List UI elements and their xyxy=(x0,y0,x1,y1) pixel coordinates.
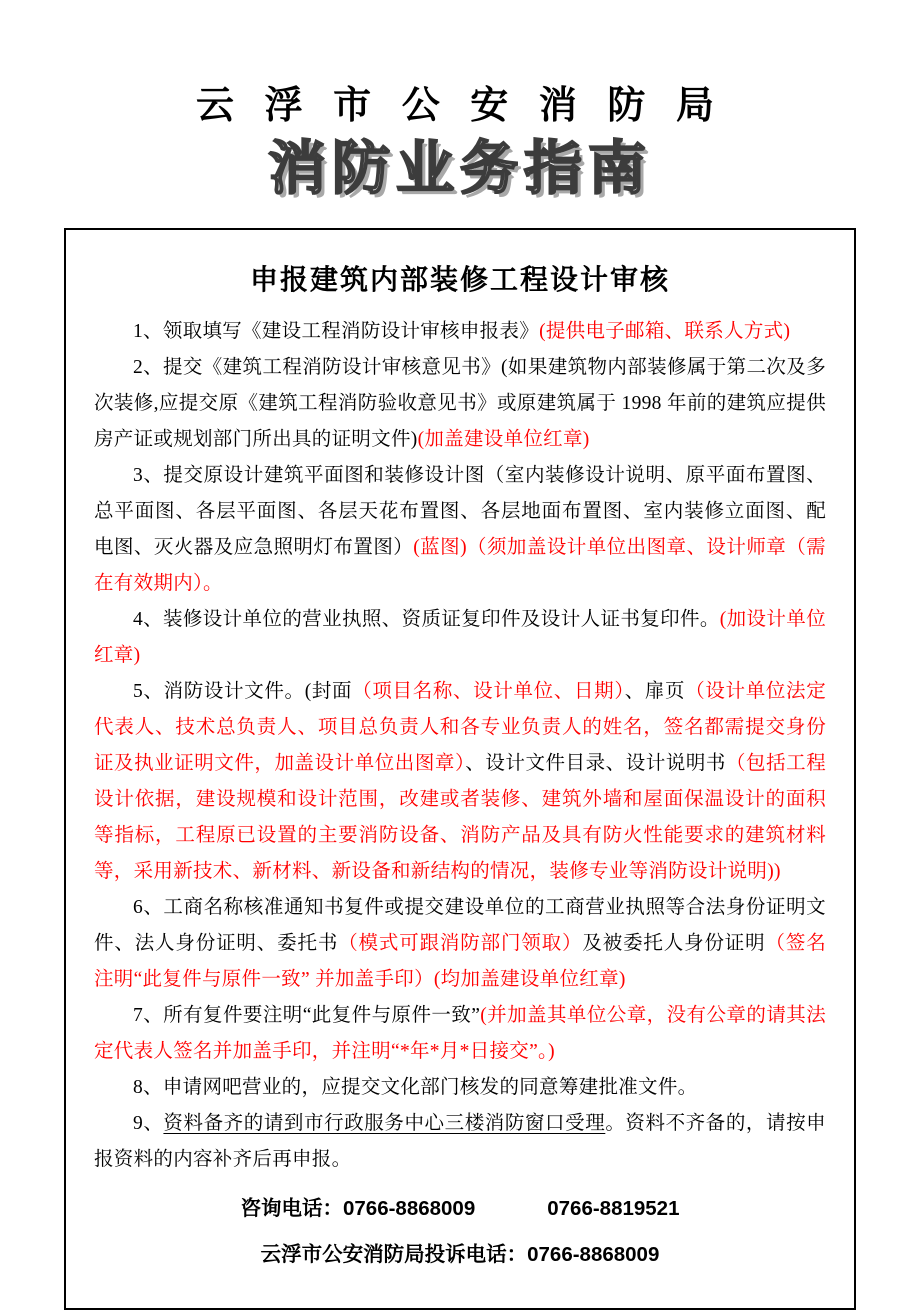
paragraph-6 xyxy=(94,890,826,998)
text-run: 5、消防设计文件。(封面 xyxy=(133,681,353,702)
text-run: (加设计单位红章) xyxy=(94,609,826,666)
text-run: 、扉页 xyxy=(624,681,686,702)
consult-phone-line xyxy=(94,1186,826,1232)
text-run: 9、 xyxy=(133,1113,164,1134)
text-run: 、设计文件目录、设计说明书 xyxy=(465,753,726,774)
text-run: 资料备齐的请到市行政服务中心三楼消防窗口受理 xyxy=(163,1113,606,1134)
text-run: (加盖建设单位红章) xyxy=(417,429,590,450)
text-run: 。资料不齐备的，请按申报资料的内容补齐后再申报。 xyxy=(94,1113,826,1170)
text-run: （模式可跟消防部门领取） xyxy=(338,933,583,954)
text-run: 8、申请网吧营业的，应提交文化部门核发的同意筹建批准文件。 xyxy=(133,1077,698,1098)
box-heading: 申报建筑内部装修工程设计审核 xyxy=(249,264,670,295)
text-run: 4、装修设计单位的营业执照、资质证复印件及设计人证书复印件。 xyxy=(133,609,720,630)
text-run: 1、领取填写《建设工程消防设计审核申报表》 xyxy=(133,321,540,342)
complaint-phone-line: 云浮市公安消防局投诉电话：0766-8868009 xyxy=(260,1243,660,1266)
phone-section xyxy=(94,1186,826,1278)
text-run: 6、工商名称核准通知书复件或提交建设单位的工商营业执照等合法身份证明文件、法人身份证明、委托书 xyxy=(94,897,826,954)
text-run: (蓝图)（须加盖设计单位出图章、设计师章（需在有效期内）。 xyxy=(94,537,826,594)
page-title: 云 浮 市 公 安 消 防 局 xyxy=(196,85,724,127)
text-run: (提供电子邮箱、联系人方式) xyxy=(539,321,791,342)
paragraph-8 xyxy=(94,1070,826,1106)
text-run: 2、提交《建筑工程消防设计审核意见书》(如果建筑物内部装修属于第二次及多次装修,应提交原《建筑工程消防验收意见书》或原建筑属于 1998 年前的建筑应提供房产证或规划部门所出具的证明文件) xyxy=(94,357,826,450)
paragraph-list xyxy=(94,314,826,1178)
paragraph-5 xyxy=(94,674,826,890)
consult-phone-right: 0766-8819521 xyxy=(547,1197,680,1220)
text-run: 3、提交原设计建筑平面图和装修设计图（室内装修设计说明、原平面布置图、总平面图、各层平面图、各层天花布置图、各层地面布置图、室内装修立面图、配电图、灭火器及应急照明灯布置图） xyxy=(94,465,826,558)
text-run: 及被委托人身份证明 xyxy=(582,933,766,954)
content-box xyxy=(64,228,856,1310)
paragraph-9 xyxy=(94,1106,826,1178)
paragraph-7 xyxy=(94,998,826,1070)
consult-phone-left: 咨询电话：0766-8868009 xyxy=(240,1197,476,1220)
text-run: （签名注明“此复件与原件一致” 并加盖手印）(均加盖建设单位红章) xyxy=(94,933,827,990)
paragraph-4 xyxy=(94,602,826,674)
paragraph-1 xyxy=(94,314,826,350)
paragraph-3 xyxy=(94,458,826,602)
text-run: （包括工程设计依据，建设规模和设计范围，改建或者装修、建筑外墙和屋面保温设计的面积等指标，工程原已设置的主要消防设备、消防产品及具有防火性能要求的建筑材料等，采用新技术、新材料、新设备和新结构的情况，装修专业等消防设计说明)) xyxy=(94,753,826,882)
text-run: （项目名称、设计单位、日期） xyxy=(352,681,625,702)
text-run: (并加盖其单位公章，没有公章的请其法定代表人签名并加盖手印，并注明“*年*月*日接交”。) xyxy=(94,1005,826,1062)
stylized-subtitle: 消防业务指南 xyxy=(267,136,652,201)
paragraph-2 xyxy=(94,350,826,458)
text-run: （设计单位法定代表人、技术总负责人、项目总负责人和各专业负责人的姓名，签名都需提交身份证及执业证明文件，加盖设计单位出图章） xyxy=(94,681,827,774)
text-run: 7、所有复件要注明“此复件与原件一致” xyxy=(133,1005,481,1026)
